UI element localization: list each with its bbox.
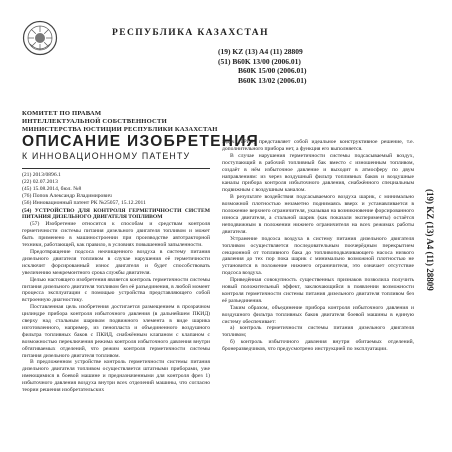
biblio-line: (76) Попов Александр Владимирович [22,192,112,199]
body-paragraph: задач (ТРИЗ) представляет собой идеальное конструктивное решение, т.е. дополнительного прибора нет, а функция его выполняется. [222,139,414,152]
body-paragraph: В случае нарушения герметичности системы подсасываемый воздух, поступающий в рабочий топливный бак вместо с изношенным топливом, создаёт в нём избыточное давление и выходит в атмосферу по двум направлениям: из через воздушный фильтр топливных баков и воздушные каналы прибора контроля избыточного давления, снабжённого специальным подвижным с воздушным каналом. [222,152,414,194]
body-paragraph: Поставленная цель изобретения достигается размещением в прозрачном цилиндре прибора контроля избыточного давления (в дальнейшем ПКИД) сверху над стальным шариком подвижного элемента в виде шарика изготовленного, например, из пенопласта и объединенного воздушного фильтра топливных баков с ПКИД, снабжённым клапаном с клапаном с возможностью переключения режима контроля избыточного давления внутри обтягиваемых отделений, что режим контроля герметичности системы питания дизельного двигателя топливом. [22,304,210,359]
body-paragraph: Предотвращение подсоса неочищенного воздуха в систему питания дизельного двигателя топливом в случае нарушения её герметичности исключит форсированный износ двигателя и будет способствовать увеличению межремонтного срока службы двигателя. [22,248,210,276]
ipc-code-line: B60K 15/00 (2006.01) [238,66,307,76]
ipc-code-line: B60K 13/02 (2006.01) [238,75,307,85]
document-title: ОПИСАНИЕ ИЗОБРЕТЕНИЯ [22,133,260,150]
side-code-text: (19) KZ (13) A4 (11) 28809 [425,189,435,291]
authority-line: КОМИТЕТ ПО ПРАВАМ [22,110,102,117]
list-item: б) контроль избыточного давления внутри обитаемых отделений, бронеразведчиков, что предусмотрено инструкцией по эксплуатации. [222,339,414,353]
divider [22,168,210,169]
patent-number-line: (19) KZ (13) A4 (11) 28809 [218,47,303,56]
issuing-authority [22,110,218,133]
classification-codes [218,47,307,85]
body-paragraph: Целью настоящего изобретения является контроль герметичности системы питания дизельного двигателя топливом без её разъединения, в любой момент процесса эксплуатации с помощью устройства представляющего собой встроенную диагностику. [22,276,210,304]
biblio-line: (45) 15.08.2014, бюл. №8 [22,185,82,192]
biblio-line: (22) 02.07.2013 [22,178,58,185]
country-heading: РЕСПУБЛИКА КАЗАХСТАН [112,28,269,38]
state-emblem-icon [22,20,58,56]
document-subtitle: К ИННОВАЦИОННОМУ ПАТЕНТУ [22,151,191,161]
body-paragraph: В результате воздействия подсасываемого воздуха шарик, с минимально возможной плотностью незаметно поднимаясь вверх и устанавливается в положение верхнего ограничителя, указывая на возникновение форсированного износа двигателя, а стальной шарик (как показали эксперименты) остаётся неподвижным в положении нижнего ограничителя на всех режимах работы двигателя. [222,194,414,235]
authority-line: ИНТЕЛЛЕКТУАЛЬНОЙ СОБСТВЕННОСТИ [22,117,167,125]
authority-line: МИНИСТЕРСТВА ЮСТИЦИИ РЕСПУБЛИКИ КАЗАХСТАН [22,125,218,133]
invention-title: (54) УСТРОЙСТВО ДЛЯ КОНТРОЛЯ ГЕРМЕТИЧНОСТИ СИСТЕМ ПИТАНИЯ ДИЗЕЛЬНОГО ДВИГАТЕЛЯ ТОПЛИВОМ [22,207,210,221]
abstract-paragraph: (57) Изобретение относится к способам и средствам контроля герметичности системы питания дизельного двигателя топливом и может быть применено в машиностроении при производстве автотракторной техники, работающей, как правило, в условиях повышенной запыленности. [22,221,210,249]
biblio-line: (56) Инновационный патент РК №25057, 15.12.2011 [22,199,146,206]
right-column [222,139,414,353]
body-paragraph: Устранение подсоса воздуха в систему питания дизельного двигателя топливом осуществляется последовательным поочерёдным перекрытием секционной от топливного бака до топливоподкачивающего насоса низкого давления до тех пор пока шарик с минимально возможной плотностью не установится в положение нижнего ограничителя, это означает отсутствие подсоса воздуха. [222,235,414,277]
bibliographic-data [22,172,210,207]
body-paragraph: В предложенном устройстве контроль герметичности системы питания дизельного двигателя топливом осуществляется штатными приборами, уже имеющимися в боевой машине и предназначенными для контроля фрез 1) избыточного давления воздуха внутри всех отделений машины, что согласно теории решения изобретательских [22,359,210,394]
list-item: а) контроль герметичности системы питания дизельного двигателя топливом; [222,325,414,339]
body-paragraph: Таким образом, объединение прибора контроля избыточного давления и воздушного фильтра топливных баков двигателя боевой машины в единую систему обеспечивает: [222,304,414,325]
body-paragraph: Приведённая совокупность существенных признаков позволила получить новый положительный эффект, заключающийся в появлении возможности контроля герметичности системы питания дизельного двигателя топливом без её разъединения. [222,277,414,304]
left-column [22,172,210,394]
ipc-code-line: (51) B60K 13/00 (2006.01) [218,56,301,66]
biblio-line: (21) 2013/0896.1 [22,172,61,178]
side-patent-code [420,150,440,330]
